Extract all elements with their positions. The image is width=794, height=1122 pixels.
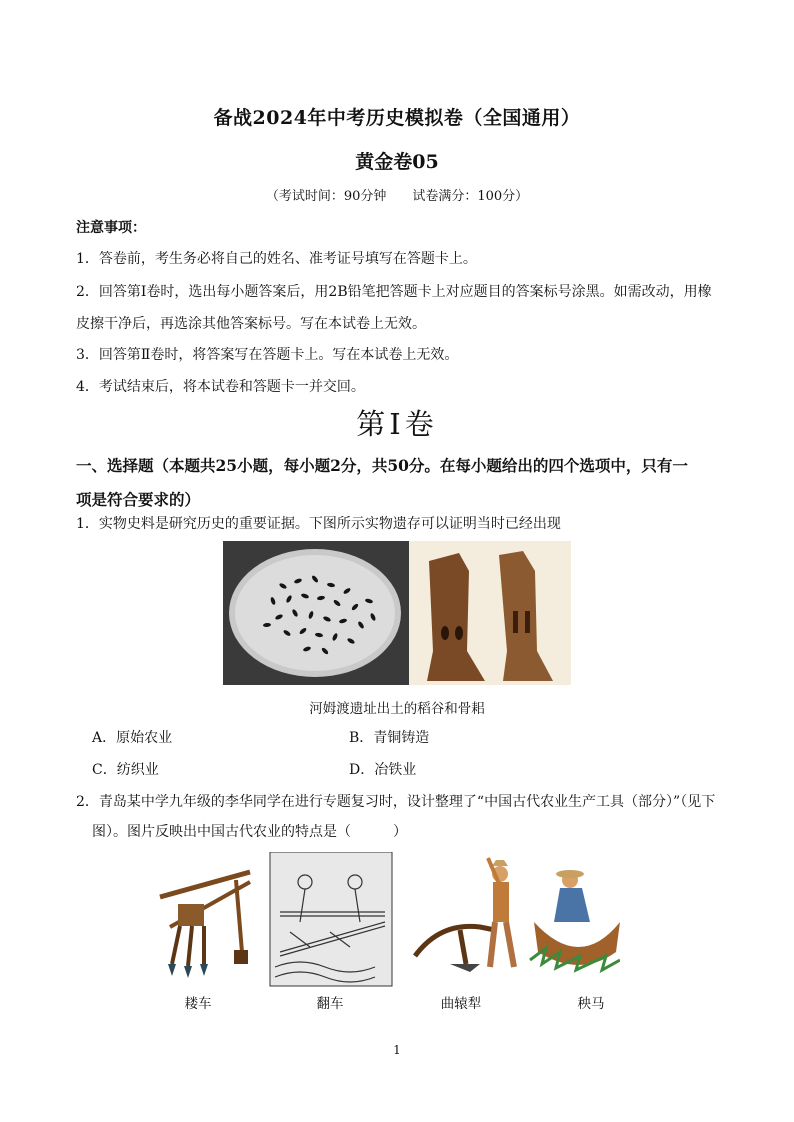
exam-info: （考试时间：90分钟 试卷满分：100分） (265, 189, 529, 204)
rice-grains-and-bone-spade-image (223, 541, 571, 685)
q1-figure-caption: 河姆渡遗址出土的稻谷和骨耜 (309, 701, 485, 717)
question-1-stem: 1．实物史料是研究历史的重要证据。下图所示实物遗存可以证明当时已经出现 (76, 516, 561, 532)
curved-plough-image (415, 858, 514, 972)
seed-drill-image (160, 872, 250, 978)
question-2-stem-line1: 2．青岛某中学九年级的李华同学在进行专题复习时，设计整理了“中国古代农业生产工具（部分）”（见下 (76, 794, 716, 810)
notice-item-3: 3．回答第Ⅱ卷时，将答案写在答题卡上。写在本试卷上无效。 (76, 347, 459, 363)
section-heading-line1: 一、选择题（本题共25小题，每小题2分，共50分。在每小题给出的四个选项中，只有一 (76, 456, 688, 475)
section-heading (76, 449, 736, 517)
tool-label-curved-plough: 曲辕犁 (440, 996, 482, 1012)
farm-tools-image (150, 852, 620, 990)
notice-item-2-line2: 皮擦干净后，再选涂其他答案标号。写在本试卷上无效。 (76, 316, 426, 332)
q1-option-b: B．青铜铸造 (349, 730, 430, 746)
tool-label-water-wheel: 翻车 (316, 996, 344, 1012)
q2-figure (150, 852, 620, 990)
exam-title: 备战2024年中考历史模拟卷（全国通用） (213, 107, 581, 129)
volume-title: 第Ⅰ卷 (356, 407, 438, 441)
q1-figure (223, 541, 571, 685)
water-wheel-image (270, 852, 392, 986)
q1-option-d: D．冶铁业 (349, 762, 417, 778)
section-heading-line2: 项是符合要求的） (76, 490, 201, 509)
notice-item-4: 4．考试结束后，将本试卷和答题卡一并交回。 (76, 379, 365, 395)
notice-heading: 注意事项： (76, 220, 146, 236)
question-2-stem-line2: 图）。图片反映出中国古代农业的特点是（ ） (92, 824, 407, 840)
seedling-horse-image (530, 870, 620, 970)
tool-label-seed-drill: 耧车 (184, 996, 212, 1012)
tool-label-seedling-horse: 秧马 (577, 996, 605, 1012)
exam-subtitle: 黄金卷05 (355, 151, 439, 173)
notice-item-1: 1．答卷前，考生务必将自己的姓名、准考证号填写在答题卡上。 (76, 251, 477, 267)
q1-option-c: C．纺织业 (92, 762, 159, 778)
page-number: 1 (393, 1043, 401, 1057)
notice-item-2-line1: 2．回答第Ⅰ卷时，选出每小题答案后，用2B铅笔把答题卡上对应题目的答案标号涂黑。如需改动，用橡 (76, 284, 712, 300)
q1-option-a: A．原始农业 (92, 730, 173, 746)
